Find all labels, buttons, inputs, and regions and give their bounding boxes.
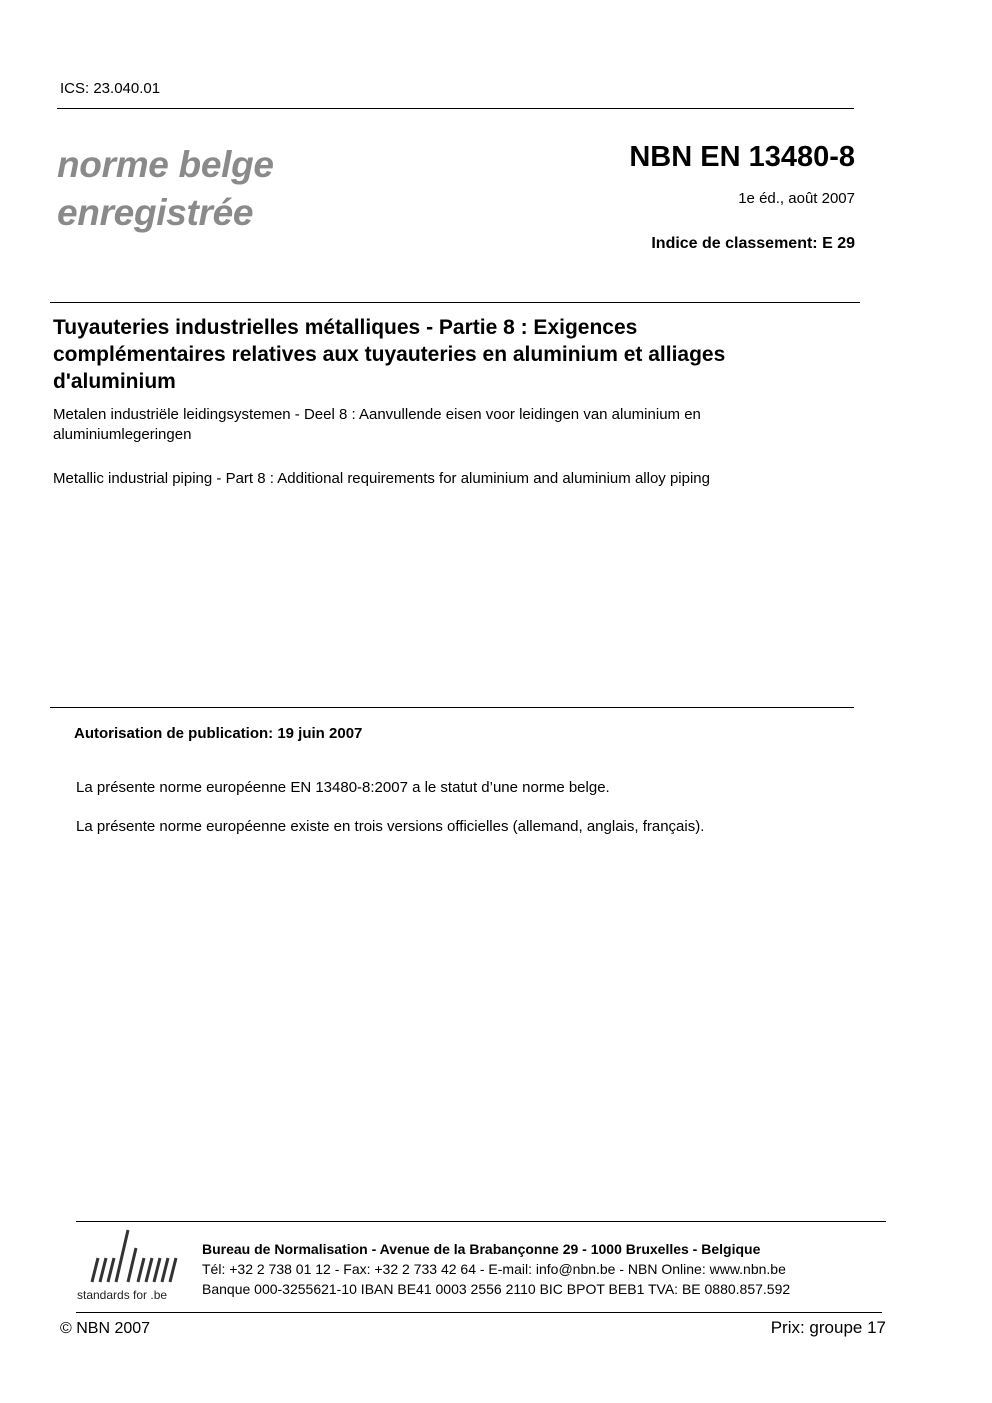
title-dutch-line1: Metalen industriële leidingsystemen - Deel 8 : Aanvullende eisen voor leidingen van aluminium en xyxy=(53,406,701,423)
footer-bottom-divider xyxy=(76,1312,882,1313)
edition-date: 1e éd., août 2007 xyxy=(738,190,855,207)
versions-statement: La présente norme européenne existe en trois versions officielles (allemand, anglais, français). xyxy=(76,818,705,835)
publication-authorization: Autorisation de publication: 19 juin 2007 xyxy=(74,725,363,742)
footer-contact: Tél: +32 2 738 01 12 - Fax: +32 2 733 42 64 - E-mail: info@nbn.be - NBN Online: www.nbn.be xyxy=(202,1261,786,1277)
publication-divider xyxy=(50,707,854,708)
title-dutch-line2: aluminiumlegeringen xyxy=(53,426,192,443)
label-norme-belge: norme belge xyxy=(57,144,274,185)
status-statement: La présente norme européenne EN 13480-8:2007 a le statut d’une norme belge. xyxy=(76,779,610,796)
footer-bank: Banque 000-3255621-10 IBAN BE41 0003 2556 2110 BIC BPOT BEB1 TVA: BE 0880.857.592 xyxy=(202,1281,791,1297)
title-english: Metallic industrial piping - Part 8 : Additional requirements for aluminium and aluminium alloy piping xyxy=(53,470,710,487)
top-divider xyxy=(57,108,854,109)
logo-caption: standards for .be xyxy=(77,1288,168,1302)
title-french-line3: d'aluminium xyxy=(53,370,176,393)
footer-address: Bureau de Normalisation - Avenue de la Brabançonne 29 - 1000 Bruxelles - Belgique xyxy=(202,1241,761,1257)
copyright: © NBN 2007 xyxy=(60,1320,151,1337)
title-french-line1: Tuyauteries industrielles métalliques - Partie 8 : Exigences xyxy=(53,316,638,339)
title-french xyxy=(53,314,853,395)
standard-number: NBN EN 13480-8 xyxy=(629,141,855,173)
ics-code: ICS: 23.040.01 xyxy=(60,80,161,97)
price-group: Prix: groupe 17 xyxy=(770,1318,886,1337)
classification-index: Indice de classement: E 29 xyxy=(651,235,855,252)
footer-top-divider xyxy=(76,1221,886,1222)
title-dutch xyxy=(53,405,853,445)
title-french-line2: complémentaires relatives aux tuyauteries en aluminium et alliages xyxy=(53,343,726,366)
label-enregistree: enregistrée xyxy=(57,192,254,233)
title-divider xyxy=(50,302,860,303)
